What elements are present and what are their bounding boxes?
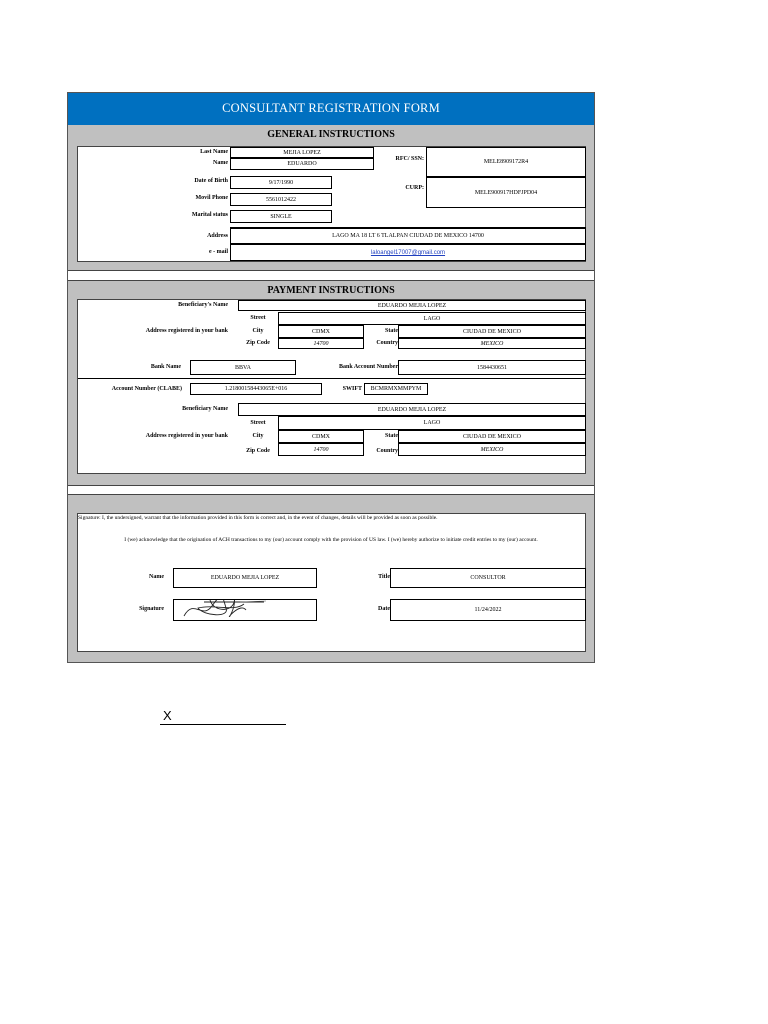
marital-field[interactable]: SINGLE bbox=[230, 210, 332, 223]
address-bank2-label: Address registered in your bank bbox=[145, 433, 228, 439]
city-label: City bbox=[252, 328, 264, 334]
title-label: Title bbox=[378, 574, 390, 580]
ach-acknowledgement: I (we) acknowledge that the origination of ACH transactions to my (our) account comply with the provision of US law. I (we) hereby authorize to initiate credit entries to my (our) account. bbox=[124, 537, 538, 543]
address-field[interactable]: LAGO MA 18 LT 6 TLALPAN CIUDAD DE MEXICO 14700 bbox=[230, 228, 586, 244]
signature-x-mark: X bbox=[163, 708, 172, 723]
zip2-label: Zip Code bbox=[246, 448, 270, 454]
date-label: Date bbox=[378, 606, 390, 612]
state2-field[interactable]: CIUDAD DE MEXICO bbox=[398, 430, 586, 443]
payment-panel bbox=[77, 299, 586, 474]
street2-field[interactable]: LAGO bbox=[278, 416, 586, 430]
curp-field[interactable]: MELE900917HDFJPD04 bbox=[426, 177, 586, 208]
bank-account-field[interactable]: 1584430651 bbox=[398, 360, 586, 375]
phone-field[interactable]: 5561012422 bbox=[230, 193, 332, 206]
email-link[interactable]: laloangel17007@gmail.com bbox=[370, 250, 446, 256]
state2-label: State bbox=[385, 433, 398, 439]
general-panel bbox=[77, 146, 586, 262]
email-label: e - mail bbox=[209, 249, 228, 255]
spacer-row bbox=[68, 270, 594, 281]
swift-field[interactable]: BCMRMXMMPYM bbox=[364, 383, 428, 395]
dob-field[interactable]: 9/17/1990 bbox=[230, 176, 332, 189]
street-label: Street bbox=[250, 315, 266, 321]
country2-label: Country bbox=[376, 448, 398, 454]
signature-panel bbox=[77, 513, 586, 652]
city2-field[interactable]: CDMX bbox=[278, 430, 364, 443]
signature-field[interactable] bbox=[173, 599, 317, 621]
country-label: Country bbox=[376, 340, 398, 346]
name-field[interactable]: EDUARDO bbox=[230, 158, 374, 170]
dob-label: Date of Birth bbox=[194, 178, 228, 184]
name-label: Name bbox=[213, 160, 228, 166]
state-label: State bbox=[385, 328, 398, 334]
street2-label: Street bbox=[250, 420, 266, 426]
email-field[interactable] bbox=[230, 244, 586, 261]
beneficiary2-field[interactable]: EDUARDO MEJIA LOPEZ bbox=[238, 403, 586, 416]
spacer-row bbox=[68, 485, 594, 495]
signature-label: Signature bbox=[139, 606, 164, 612]
rfc-field[interactable]: MELE8909172R4 bbox=[426, 147, 586, 177]
state-field[interactable]: CIUDAD DE MEXICO bbox=[398, 325, 586, 338]
zip-label: Zip Code bbox=[246, 340, 270, 346]
last-name-label: Last Name bbox=[200, 149, 228, 155]
zip2-field[interactable]: 14700 bbox=[278, 443, 364, 456]
payment-instructions-heading: PAYMENT INSTRUCTIONS bbox=[267, 285, 395, 296]
marital-label: Marital status bbox=[191, 212, 228, 218]
country2-field[interactable]: MEXICO bbox=[398, 443, 586, 456]
curp-label: CURP: bbox=[405, 185, 424, 191]
beneficiary-field[interactable]: EDUARDO MEJIA LOPEZ bbox=[238, 300, 586, 311]
general-instructions-heading: GENERAL INSTRUCTIONS bbox=[267, 129, 395, 140]
country-field[interactable]: MEXICO bbox=[398, 338, 586, 349]
rfc-label: RFC/ SSN: bbox=[395, 156, 424, 162]
last-name-field[interactable]: MEJIA LOPEZ bbox=[230, 147, 374, 158]
signature-line bbox=[160, 724, 286, 725]
bank-account-label: Bank Account Number bbox=[338, 364, 398, 370]
form-title: CONSULTANT REGISTRATION FORM bbox=[68, 93, 594, 125]
divider bbox=[78, 378, 586, 379]
swift-label: SWIFT bbox=[342, 386, 362, 392]
name-label: Name bbox=[149, 574, 164, 580]
street-field[interactable]: LAGO bbox=[278, 312, 586, 325]
address-label: Address bbox=[207, 233, 228, 239]
date-field[interactable]: 11/24/2022 bbox=[390, 599, 586, 621]
bank-name-label: Bank Name bbox=[150, 364, 181, 370]
zip-field[interactable]: 14700 bbox=[278, 338, 364, 349]
phone-label: Movil Phone bbox=[195, 195, 228, 201]
beneficiary2-label: Beneficiary Name bbox=[182, 406, 228, 412]
city2-label: City bbox=[252, 433, 264, 439]
clabe-field[interactable]: 1.21800158443065E+016 bbox=[190, 383, 322, 395]
signer-name-field[interactable]: EDUARDO MEJIA LOPEZ bbox=[173, 568, 317, 588]
clabe-label: Account Number (CLABE) bbox=[111, 386, 182, 392]
address-bank-label: Address registered in your bank bbox=[145, 328, 228, 334]
beneficiary-label: Beneficiary's Name bbox=[178, 302, 228, 308]
handwritten-signature bbox=[174, 599, 316, 621]
bank-name-field[interactable]: BBVA bbox=[190, 360, 296, 375]
title-field[interactable]: CONSULTOR bbox=[390, 568, 586, 588]
registration-form bbox=[67, 92, 595, 663]
city-field[interactable]: CDMX bbox=[278, 325, 364, 338]
signature-statement: Signature: I, the undersigned, warrant that the information provided in this form is correct and, in the event of changes, details will be provided as soon as possible. bbox=[78, 515, 438, 521]
